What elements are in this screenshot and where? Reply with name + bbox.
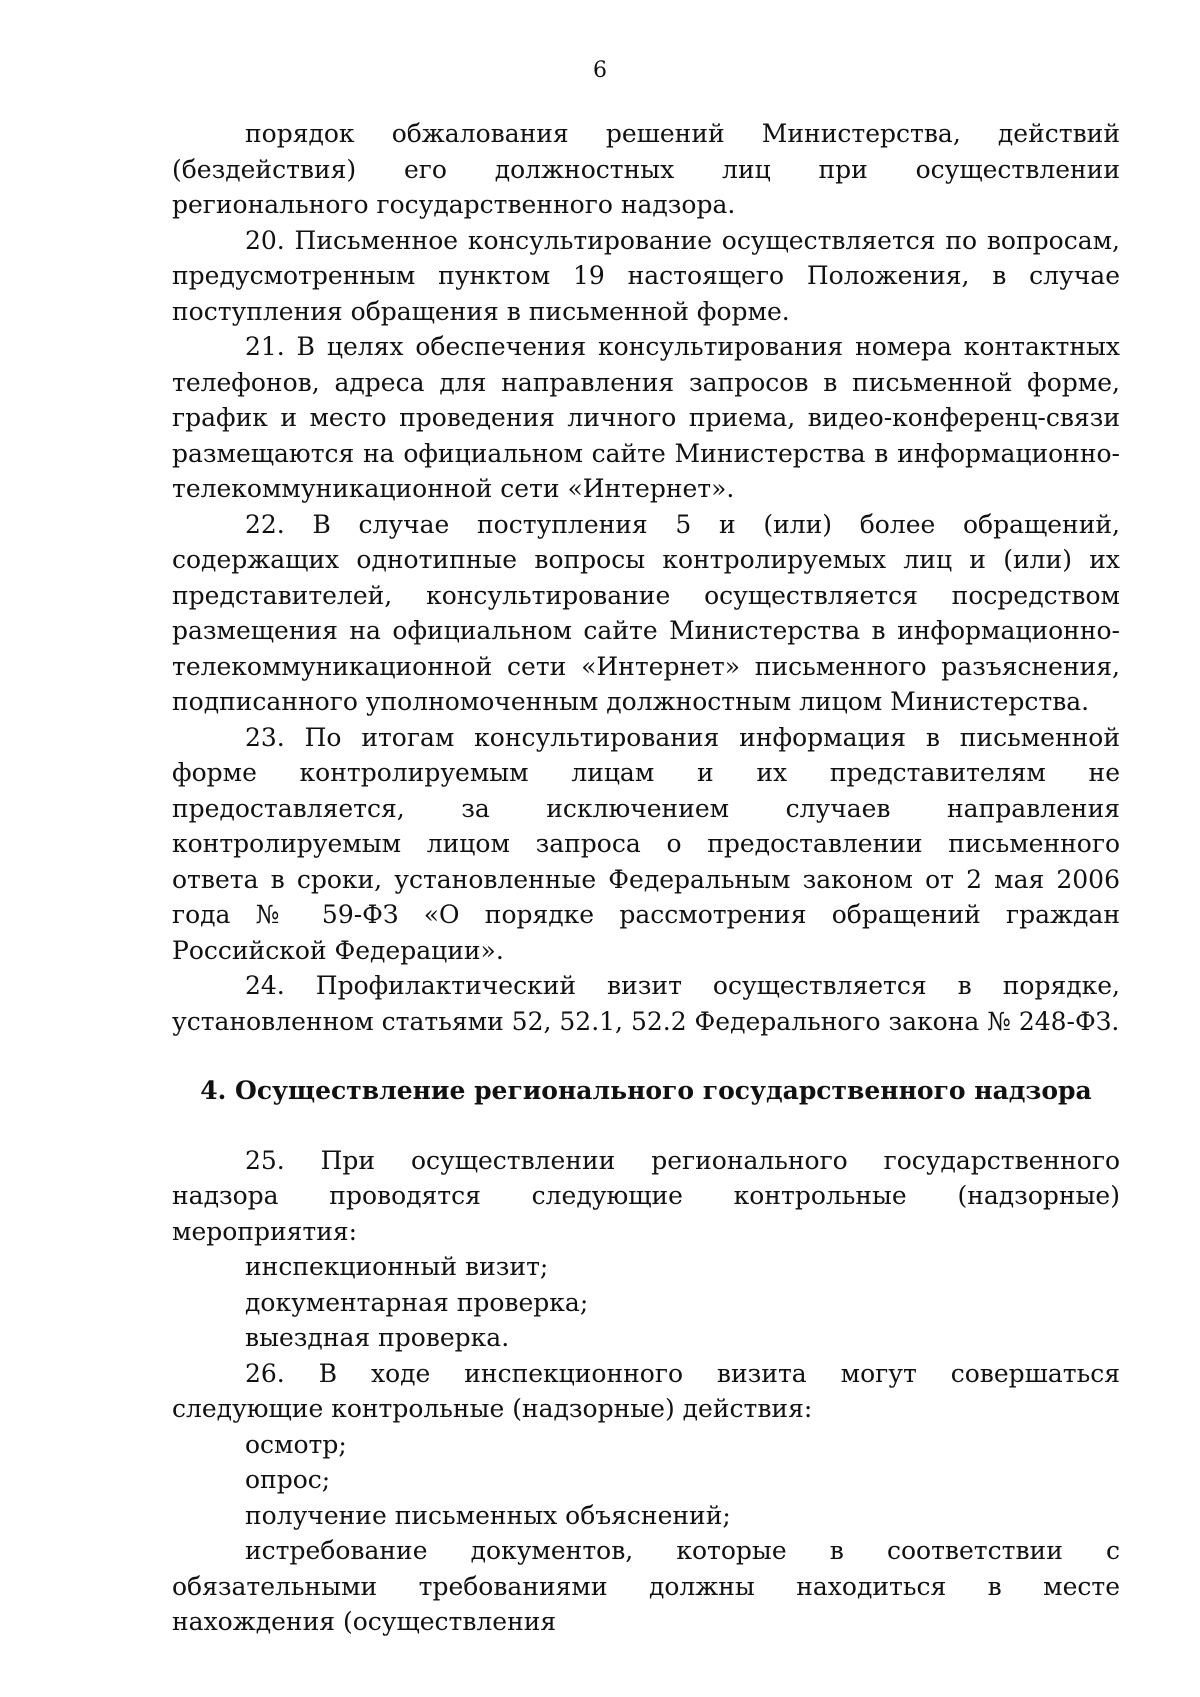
list-item: выездная проверка.	[245, 1323, 510, 1352]
paragraph-24: 24. Профилактический визит осуществляется в порядке, установленном статьями 52, 52.1, 52.2 Федерального закона № 248-ФЗ.	[172, 971, 1120, 1036]
page-number: 6	[593, 58, 607, 83]
list-item: опрос;	[245, 1465, 331, 1494]
paragraph-continuation: порядок обжалования решений Министерства, действий (бездействия) его должностных лиц при осуществлении регионального государственного надзора.	[172, 119, 1120, 219]
paragraph-22: 22. В случае поступления 5 и (или) более обращений, содержащих однотипные вопросы контролируемых лиц и (или) их представителей, консультирование осуществляется посредством размещения на официальном сайте Министерства в информационно-телекоммуникационной сети «Интернет» письменного разъяснения, подписанного уполномоченным должностным лицом Министерства.	[172, 509, 1120, 716]
paragraph-21: 21. В целях обеспечения консультирования номера контактных телефонов, адреса для направления запросов в письменной форме, график и место проведения личного приема, видео-конференц-связи размещаются на официальном сайте Министерства в информационно-телекоммуникационной сети «Интернет».	[172, 332, 1120, 503]
list-item: инспекционный визит;	[245, 1252, 549, 1281]
paragraph-26: 26. В ходе инспекционного визита могут совершаться следующие контрольные (надзорные) действия:	[172, 1358, 1120, 1423]
list-item: осмотр;	[245, 1429, 347, 1459]
document-body	[172, 116, 1120, 1640]
paragraph-25: 25. При осуществлении регионального государственного надзора проводятся следующие контрольные (надзорные) мероприятия:	[172, 1145, 1120, 1246]
section-heading: 4. Осуществление регионального государственного надзора	[200, 1076, 1092, 1105]
list-item: истребование документов, которые в соответствии с обязательными требованиями должны находиться в месте нахождения (осуществления	[172, 1536, 1120, 1636]
paragraph-23: 23. По итогам консультирования информация в письменной форме контролируемым лицам и их представителям не предоставляется, за исключением случаев направления контролируемым лицом запроса о предоставлении письменного ответа в сроки, установленные Федеральным законом от 2 мая 2006 года № 59-ФЗ «О порядке рассмотрения обращений граждан Российской Федерации».	[172, 722, 1120, 965]
list-item: документарная проверка;	[245, 1287, 589, 1317]
list-item: получение письменных объяснений;	[245, 1500, 731, 1530]
paragraph-20: 20. Письменное консультирование осуществляется по вопросам, предусмотренным пунктом 19 настоящего Положения, в случае поступления обращения в письменной форме.	[172, 225, 1120, 326]
